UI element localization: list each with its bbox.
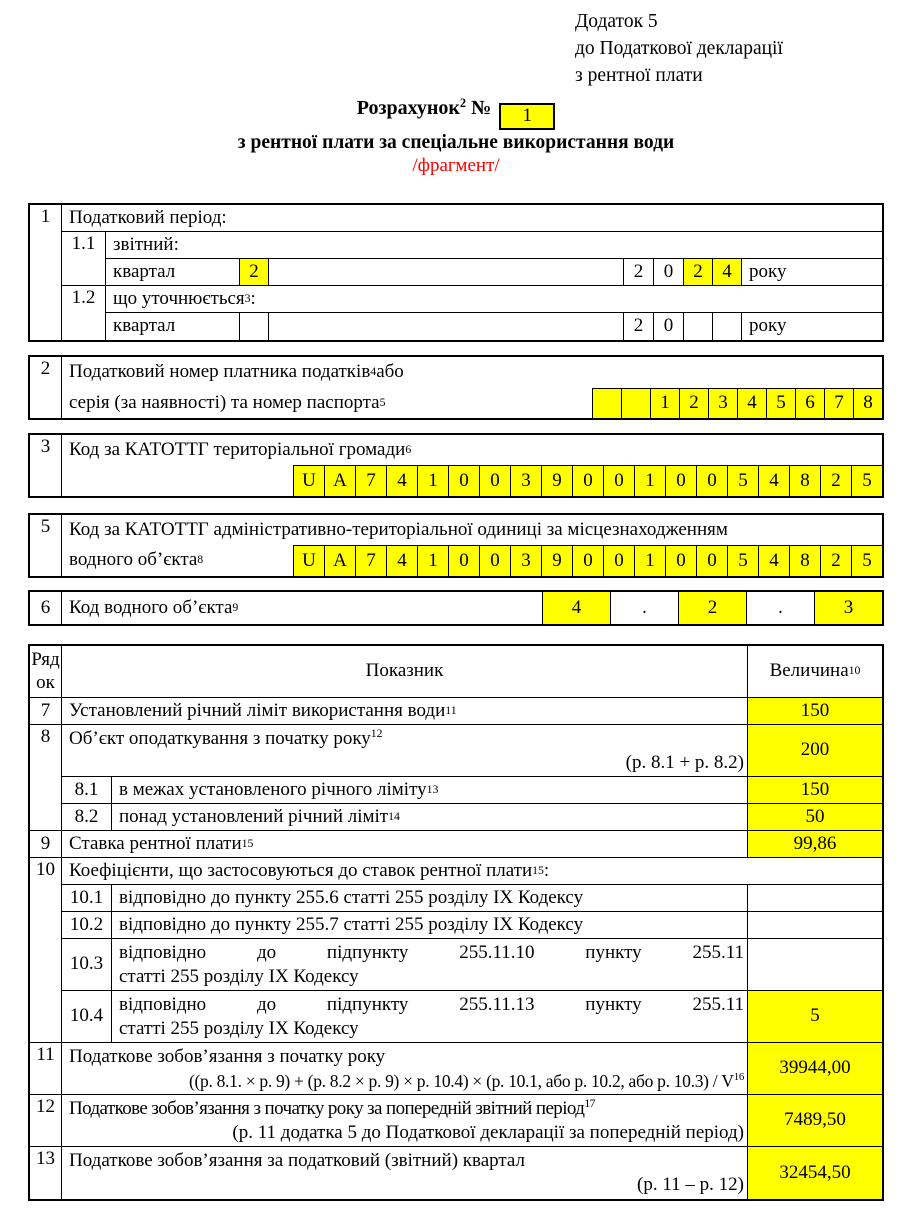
katottg-code-cell[interactable]: 0: [572, 465, 603, 496]
taxpayer-number-cell[interactable]: 4: [737, 388, 766, 418]
column-header-indicator: Показник: [62, 646, 748, 698]
value-cell[interactable]: 39944,00: [748, 1043, 882, 1095]
row-number: 12: [30, 1095, 62, 1147]
quarter-label: квартал: [106, 259, 240, 286]
indicators-table: [28, 644, 884, 1201]
katottg-code-cell[interactable]: 1: [417, 465, 448, 496]
calc-title-row: [28, 97, 884, 130]
row-number: 10.1: [62, 885, 112, 912]
year-digit-cell[interactable]: 2: [624, 259, 654, 286]
katottg-code-cell[interactable]: 2: [820, 465, 851, 496]
katottg-code-cell[interactable]: 4: [386, 545, 417, 576]
katottg-code-cell[interactable]: 8: [789, 545, 820, 576]
row-number: 10.4: [62, 991, 112, 1043]
katottg-code-cell[interactable]: 0: [603, 465, 634, 496]
row-number: 8.2: [62, 804, 112, 831]
katottg-code-cell[interactable]: 9: [541, 465, 572, 496]
indicator-label: Податкове зобов’язання з початку року за попередній звітний період$^{17}$ (р. 11 додатка 5 до Податкової декларації за попередній період): [62, 1095, 748, 1147]
calc-number-field[interactable]: 1: [499, 103, 555, 130]
katottg-code-cell[interactable]: U: [293, 465, 324, 496]
taxpayer-number-cell[interactable]: [592, 388, 621, 418]
section-number: 2: [30, 357, 62, 418]
value-cell[interactable]: 99,86: [748, 831, 882, 858]
katottg-code-cell[interactable]: 0: [448, 465, 479, 496]
row-number: 13: [30, 1147, 62, 1199]
katottg-code-cell[interactable]: A: [324, 465, 355, 496]
katottg-code-cell[interactable]: 0: [479, 545, 510, 576]
section-number: 5: [30, 515, 62, 576]
katottg-community-label: Код за КАТОТТГ територіальної громади 6: [69, 438, 412, 460]
katottg-code-cell[interactable]: 0: [479, 465, 510, 496]
katottg-code-cell[interactable]: 4: [758, 545, 789, 576]
katottg-code-cell[interactable]: 4: [758, 465, 789, 496]
katottg-code-cell[interactable]: 3: [510, 465, 541, 496]
katottg-code-cell[interactable]: 1: [634, 465, 665, 496]
indicator-label: Податкове зобов’язання за податковий (звітний) квартал (р. 11 – р. 12): [62, 1147, 748, 1199]
value-cell[interactable]: 150: [748, 698, 882, 725]
water-object-code-cell[interactable]: .: [610, 592, 678, 624]
katottg-code-cell[interactable]: 7: [355, 545, 386, 576]
quarter-filler-cell: [269, 259, 624, 286]
katottg-code-cell[interactable]: 5: [727, 545, 758, 576]
taxpayer-number-label-line2: серія (за наявності) та номер паспорта 5: [69, 391, 386, 413]
row-number: 10.2: [62, 912, 112, 939]
row-number: 9: [30, 831, 62, 858]
quarter-value-cell[interactable]: 2: [240, 259, 269, 286]
fragment-note: /фрагмент/: [412, 154, 500, 176]
row-number: 7: [30, 698, 62, 725]
water-object-location-label-line1: Код за КАТОТТГ адміністративно-територіальної одиниці за місцезнаходженням: [69, 518, 728, 540]
katottg-code-cell[interactable]: 5: [851, 545, 882, 576]
taxpayer-number-cell[interactable]: 1: [650, 388, 679, 418]
year-suffix: року: [749, 315, 787, 336]
value-cell[interactable]: 200: [748, 725, 882, 777]
taxpayer-number-cell[interactable]: 3: [708, 388, 737, 418]
spacer: [62, 465, 293, 496]
katottg-code-cell[interactable]: 8: [789, 465, 820, 496]
taxpayer-number-cell[interactable]: 5: [766, 388, 795, 418]
year-suffix: року: [742, 259, 882, 286]
katottg-code-cell[interactable]: 5: [851, 465, 882, 496]
katottg-code-cell[interactable]: 4: [386, 465, 417, 496]
katottg-code-cell[interactable]: 0: [572, 545, 603, 576]
indicator-label: понад установлений річний ліміт 14: [112, 804, 748, 831]
katottg-code-cell[interactable]: 1: [417, 545, 448, 576]
katottg-code-cell[interactable]: 0: [665, 545, 696, 576]
value-cell[interactable]: [748, 885, 882, 912]
row-number: 8.1: [62, 777, 112, 804]
clarified-period-label: що уточнюється 3 :: [106, 286, 882, 313]
section-number: 3: [30, 435, 62, 496]
calc-subtitle: з рентної плати за спеціальне використання води: [237, 131, 675, 153]
reporting-period-label: звітний:: [106, 232, 882, 259]
quarter-value-cell[interactable]: [240, 313, 269, 340]
katottg-code-cell[interactable]: 2: [820, 545, 851, 576]
appendix-number: Додаток 5: [575, 11, 658, 32]
year-digit-cell[interactable]: 2: [684, 259, 713, 286]
section-katottg-water-object: [28, 513, 884, 578]
water-object-code-cell[interactable]: 4: [542, 592, 610, 624]
tax-period-title: Податковий період:: [62, 205, 882, 232]
katottg-code-cell[interactable]: 1: [634, 545, 665, 576]
katottg-code-cell[interactable]: U: [293, 545, 324, 576]
katottg-code-cell[interactable]: 0: [696, 545, 727, 576]
water-object-code-label: Код водного об’єкта 9: [69, 596, 239, 618]
value-cell[interactable]: 7489,50: [748, 1095, 882, 1147]
indicator-label: Ставка рентної плати 15: [62, 831, 748, 858]
katottg-code-cell[interactable]: 0: [665, 465, 696, 496]
indicator-label: Податкове зобов’язання з початку року ((р. 8.1. × р. 9) + (р. 8.2 × р. 9) × р. 10.4) × (р. 10.1, або р. 10.2, або р. $10.3) / V^{16}$: [62, 1043, 748, 1095]
subsection-number-1-1: 1.1: [62, 232, 106, 286]
katottg-code-cell[interactable]: A: [324, 545, 355, 576]
taxpayer-number-cell[interactable]: 7: [824, 388, 853, 418]
appendix-rent-line: з рентної плати: [575, 65, 703, 86]
indicator-label: відповідно до пункту 255.6 статті 255 розділу IX Кодексу: [112, 885, 748, 912]
water-object-code-cell[interactable]: .: [746, 592, 814, 624]
year-digit-cell[interactable]: 2: [624, 313, 654, 340]
taxpayer-number-cell[interactable]: 2: [679, 388, 708, 418]
katottg-code-cell[interactable]: 0: [696, 465, 727, 496]
year-digit-cell[interactable]: 0: [654, 259, 684, 286]
value-cell[interactable]: 50: [748, 804, 882, 831]
indicator-label: в межах установленого річного ліміту 13: [112, 777, 748, 804]
quarter-label: квартал: [106, 313, 240, 340]
taxpayer-number-cell[interactable]: 6: [795, 388, 824, 418]
quarter-filler-cell: [269, 313, 624, 340]
katottg-code-cell[interactable]: 5: [727, 465, 758, 496]
katottg-code-cell[interactable]: 9: [541, 545, 572, 576]
column-header-row: Ряд ок: [30, 646, 62, 698]
indicator-label: відповідно до підпункту 255.11.13 пункту 255.11 статті 255 розділу IX Кодексу: [112, 991, 748, 1043]
appendix-declaration-line: до Податкової декларації: [575, 38, 783, 59]
year-digit-cell[interactable]: [713, 313, 742, 340]
katottg-code-cell[interactable]: 7: [355, 465, 386, 496]
year-digit-cell[interactable]: 4: [713, 259, 742, 286]
value-cell[interactable]: [748, 939, 882, 991]
column-header-value: Величина 10: [748, 646, 882, 698]
row-number: 8: [30, 725, 62, 831]
section-number: 1: [30, 205, 62, 340]
katottg-code-cell[interactable]: 0: [448, 545, 479, 576]
subsection-number-1-2: 1.2: [62, 286, 106, 340]
row-number: 11: [30, 1043, 62, 1095]
value-cell[interactable]: 150: [748, 777, 882, 804]
row-number: 10.3: [62, 939, 112, 991]
taxpayer-number-label-line1: Податковий номер платника податків 4 або: [69, 361, 404, 382]
value-cell[interactable]: 5: [748, 991, 882, 1043]
section-tax-period: [28, 203, 884, 342]
coefficients-header-label: Коефіцієнти, що застосовуються до ставок рентної плати 15 :: [62, 858, 882, 885]
appendix-header: [575, 8, 884, 89]
calc-title-label: Розрахунок$^2$ №: [356, 96, 492, 119]
taxpayer-number-cell[interactable]: [621, 388, 650, 418]
year-digit-cell[interactable]: 0: [654, 313, 684, 340]
katottg-code-cell[interactable]: 3: [510, 545, 541, 576]
row-number: 10: [30, 858, 62, 1043]
section-number: 6: [30, 592, 62, 624]
taxpayer-number-cell[interactable]: 8: [853, 388, 882, 418]
water-object-code-cell[interactable]: 3: [814, 592, 882, 624]
section-water-object-code: [28, 590, 884, 626]
indicator-label: Установлений річний ліміт використання води 11: [62, 698, 748, 725]
indicator-label: відповідно до пункту 255.7 статті 255 розділу IX Кодексу: [112, 912, 748, 939]
section-taxpayer-number: [28, 355, 884, 420]
value-cell[interactable]: [748, 912, 882, 939]
section-katottg-community: [28, 433, 884, 498]
indicator-label: Об’єкт оподаткування з початку року$^{12}$ (р. 8.1 + р. 8.2): [62, 725, 748, 777]
katottg-code-cell[interactable]: 0: [603, 545, 634, 576]
value-cell[interactable]: 32454,50: [748, 1147, 882, 1199]
year-digit-cell[interactable]: [684, 313, 713, 340]
water-object-location-label-line2: водного об’єкта 8: [69, 549, 204, 570]
indicator-label: відповідно до підпункту 255.11.10 пункту 255.11 статті 255 розділу IX Кодексу: [112, 939, 748, 991]
water-object-code-cell[interactable]: 2: [678, 592, 746, 624]
